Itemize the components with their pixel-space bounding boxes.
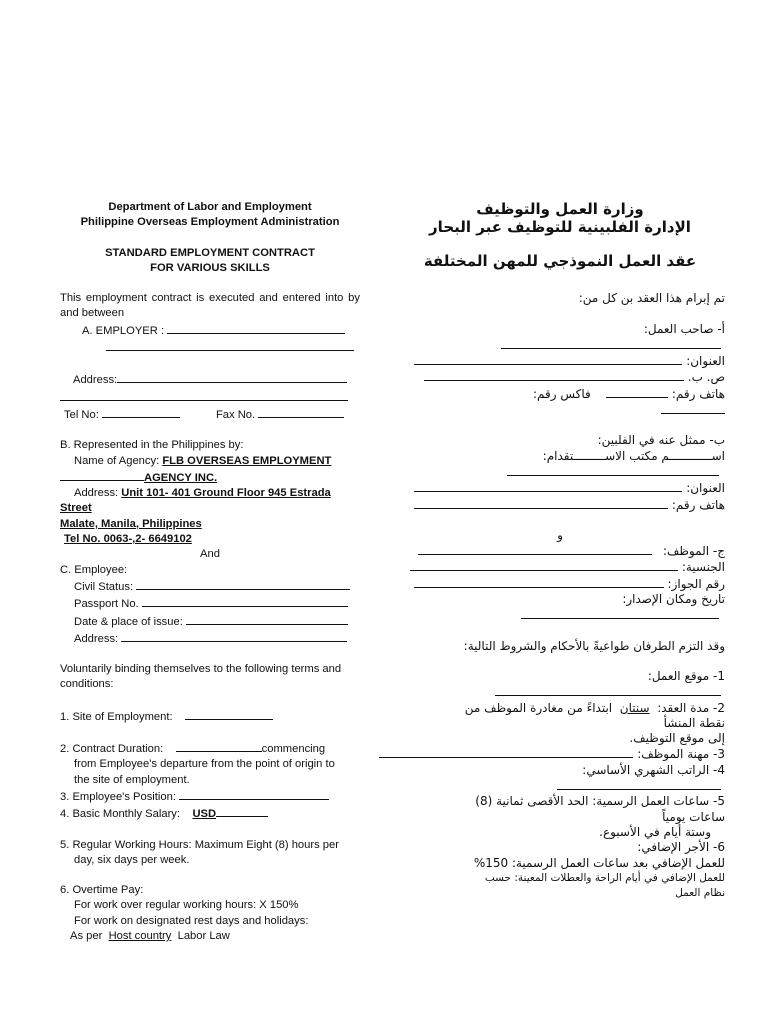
intro-text: This employment contract is executed and entered into by and between [60, 292, 360, 320]
issue-label: Date & place of issue: [74, 615, 183, 628]
agency-address-label: Address: [74, 487, 119, 500]
employer-label: A. EMPLOYER : [82, 324, 165, 337]
ar-address-field[interactable] [414, 353, 682, 365]
ar-duration-line3: إلى موقع التوظيف. [629, 731, 725, 746]
ar-phone: هاتف رقم: [671, 386, 725, 401]
ar-and: و [557, 527, 563, 542]
ar-nationality-field[interactable] [410, 559, 678, 571]
duration-line2: from Employee's departure from the point of origin to [74, 758, 335, 771]
ar-fax: فاكس رقم: [533, 386, 591, 401]
ar-agency: اســــــــــــم مكتب الاســـــــــتقدام: [542, 448, 725, 463]
duration-label: 2. Contract Duration: [60, 743, 164, 756]
ar-contract-title: عقد العمل النموذجي للمهن المختلفة [423, 252, 697, 270]
dept-header: Department of Labor and Employment [108, 201, 312, 213]
tel-label: Tel No: [64, 408, 99, 421]
ar-agency-address: العنوان: [686, 481, 725, 496]
ar-phone-field[interactable] [606, 386, 668, 398]
civil-status-label: Civil Status: [74, 580, 134, 593]
ar-duration: 2- مدة العقد: [657, 700, 725, 715]
ar-position: 3- مهنة الموظف: [637, 747, 725, 762]
ar-overtime-line3: نظام العمل [675, 887, 725, 900]
ar-overtime: 6- الأجر الإضافي: [637, 840, 725, 855]
ar-hours-line3: وستة أيام في الأسبوع. [599, 824, 711, 839]
ar-dept-header: وزارة العمل والتوظيف [476, 200, 644, 218]
agency-tel: Tel No. 0063-,2- 6649102 [64, 533, 192, 546]
overtime-pre: As per [70, 929, 103, 942]
ar-issue-field[interactable] [521, 607, 719, 619]
agency-label: Name of Agency: [74, 454, 160, 467]
host-country-link: Host country [108, 929, 172, 942]
english-column [60, 200, 360, 944]
contract-subtitle: FOR VARIOUS SKILLS [150, 261, 270, 274]
overtime-line2: For work on designated rest days and holidays: [74, 914, 309, 927]
ar-employer: أ- صاحب العمل: [643, 321, 725, 336]
address-label: Address: [73, 374, 118, 387]
contract-title: STANDARD EMPLOYMENT CONTRACT [105, 246, 315, 259]
salary-currency: USD [192, 808, 217, 821]
ar-address: العنوان: [686, 354, 725, 369]
position-field[interactable] [179, 788, 329, 800]
fax-field[interactable] [258, 406, 344, 418]
overtime-label: 6. Overtime Pay: [60, 884, 144, 897]
ar-pobox: ص. ب. [687, 370, 725, 385]
employee-address-field[interactable] [121, 630, 347, 642]
ar-issue: تاريخ ومكان الإصدار: [622, 592, 725, 607]
ar-duration-post: ابتداءً من مغادرة الموظف من [464, 700, 613, 715]
poea-header: Philippine Overseas Employment Administration [80, 216, 340, 229]
passport-label: Passport No. [74, 598, 139, 611]
passport-field[interactable] [142, 595, 348, 607]
employee-label: C. Employee: [60, 563, 128, 576]
ar-overtime-line1: للعمل الإضافي بعد ساعات العمل الرسمية: 150% [473, 855, 725, 870]
duration-field[interactable] [176, 740, 262, 752]
binding-text: Voluntarily binding themselves to the following terms and conditions: [60, 663, 342, 691]
agency-name-line2: AGENCY INC. [144, 471, 218, 484]
and-text: And [200, 548, 220, 561]
agency-name: FLB OVERSEAS EMPLOYMENT [162, 454, 332, 467]
ar-salary: 4- الراتب الشهري الأساسي: [582, 762, 725, 777]
ar-agency-phone-field[interactable] [414, 497, 668, 509]
commencing-text: commencing [261, 743, 326, 756]
agency-line [60, 469, 144, 481]
ar-position-field[interactable] [379, 746, 633, 758]
ar-employer-field[interactable] [501, 337, 721, 349]
ar-employee-field[interactable] [418, 543, 652, 555]
address-field-line2[interactable] [60, 389, 348, 401]
ar-passport: رقم الجواز: [667, 576, 725, 591]
site-field[interactable] [185, 708, 273, 720]
agency-address-line3: Malate, Manila, Philippines [60, 517, 202, 530]
ar-intro: تم إبرام هذا العقد بن كل من: [578, 291, 725, 306]
ar-duration-line2: نقطة المنشأ [663, 715, 725, 730]
ar-site-field[interactable] [495, 684, 721, 696]
salary-field[interactable] [216, 805, 268, 817]
ar-duration-years: سنتان [619, 700, 650, 715]
salary-label: 4. Basic Monthly Salary: [60, 808, 181, 821]
ar-agency-field[interactable] [507, 464, 719, 476]
address-field[interactable] [117, 371, 347, 383]
employee-address-label: Address: [74, 632, 119, 645]
overtime-line1: For work over regular working hours: X 150% [74, 899, 299, 912]
ar-represented: ب- ممثل عنه في الفلبين: [597, 433, 725, 448]
position-label: 3. Employee's Position: [60, 790, 176, 803]
arabic-column [395, 200, 725, 901]
ar-hours-line1: 5- ساعات العمل الرسمية: الحد الأقصى ثمانية (8) [475, 794, 725, 809]
tel-field[interactable] [102, 406, 180, 418]
issue-field[interactable] [186, 613, 348, 625]
agency-address: Unit 101- 401 Ground Floor 945 Estrada [121, 487, 331, 500]
ar-fax-field[interactable] [661, 402, 725, 414]
hours-line2: day, six days per week. [74, 853, 190, 866]
agency-address-line2: Street [60, 502, 92, 515]
ar-poea-header: الإدارة الفلبينية للتوظيف عبر البحار [429, 218, 691, 236]
employer-field[interactable] [167, 322, 345, 334]
employer-field-line2[interactable] [106, 339, 354, 351]
ar-overtime-line2: للعمل الإضافي في أيام الراحة والعطلات المعينة: حسب [484, 871, 725, 884]
ar-binding: وقد التزم الطرفان طواعيةً بالأحكام والشروط التالية: [463, 638, 725, 653]
ar-agency-address-field[interactable] [414, 480, 682, 492]
ar-agency-phone: هاتف رقم: [671, 497, 725, 512]
ar-hours-line2: ساعات يومياً [662, 809, 725, 824]
ar-nationality: الجنسية: [681, 560, 725, 575]
duration-line3: the site of employment. [74, 773, 190, 786]
overtime-post: Labor Law [177, 929, 230, 942]
fax-label: Fax No. [215, 408, 256, 421]
civil-status-field[interactable] [136, 578, 350, 590]
ar-passport-field[interactable] [414, 576, 664, 588]
hours-line1: 5. Regular Working Hours: Maximum Eight (8) hours per [60, 838, 339, 851]
ar-employee: ج- الموظف: [662, 544, 725, 559]
represented-label: B. Represented in the Philippines by: [60, 439, 244, 452]
ar-site: 1- موقع العمل: [647, 668, 725, 683]
site-label: 1. Site of Employment: [60, 710, 173, 723]
ar-salary-field[interactable] [557, 778, 721, 790]
ar-pobox-field[interactable] [424, 369, 684, 381]
